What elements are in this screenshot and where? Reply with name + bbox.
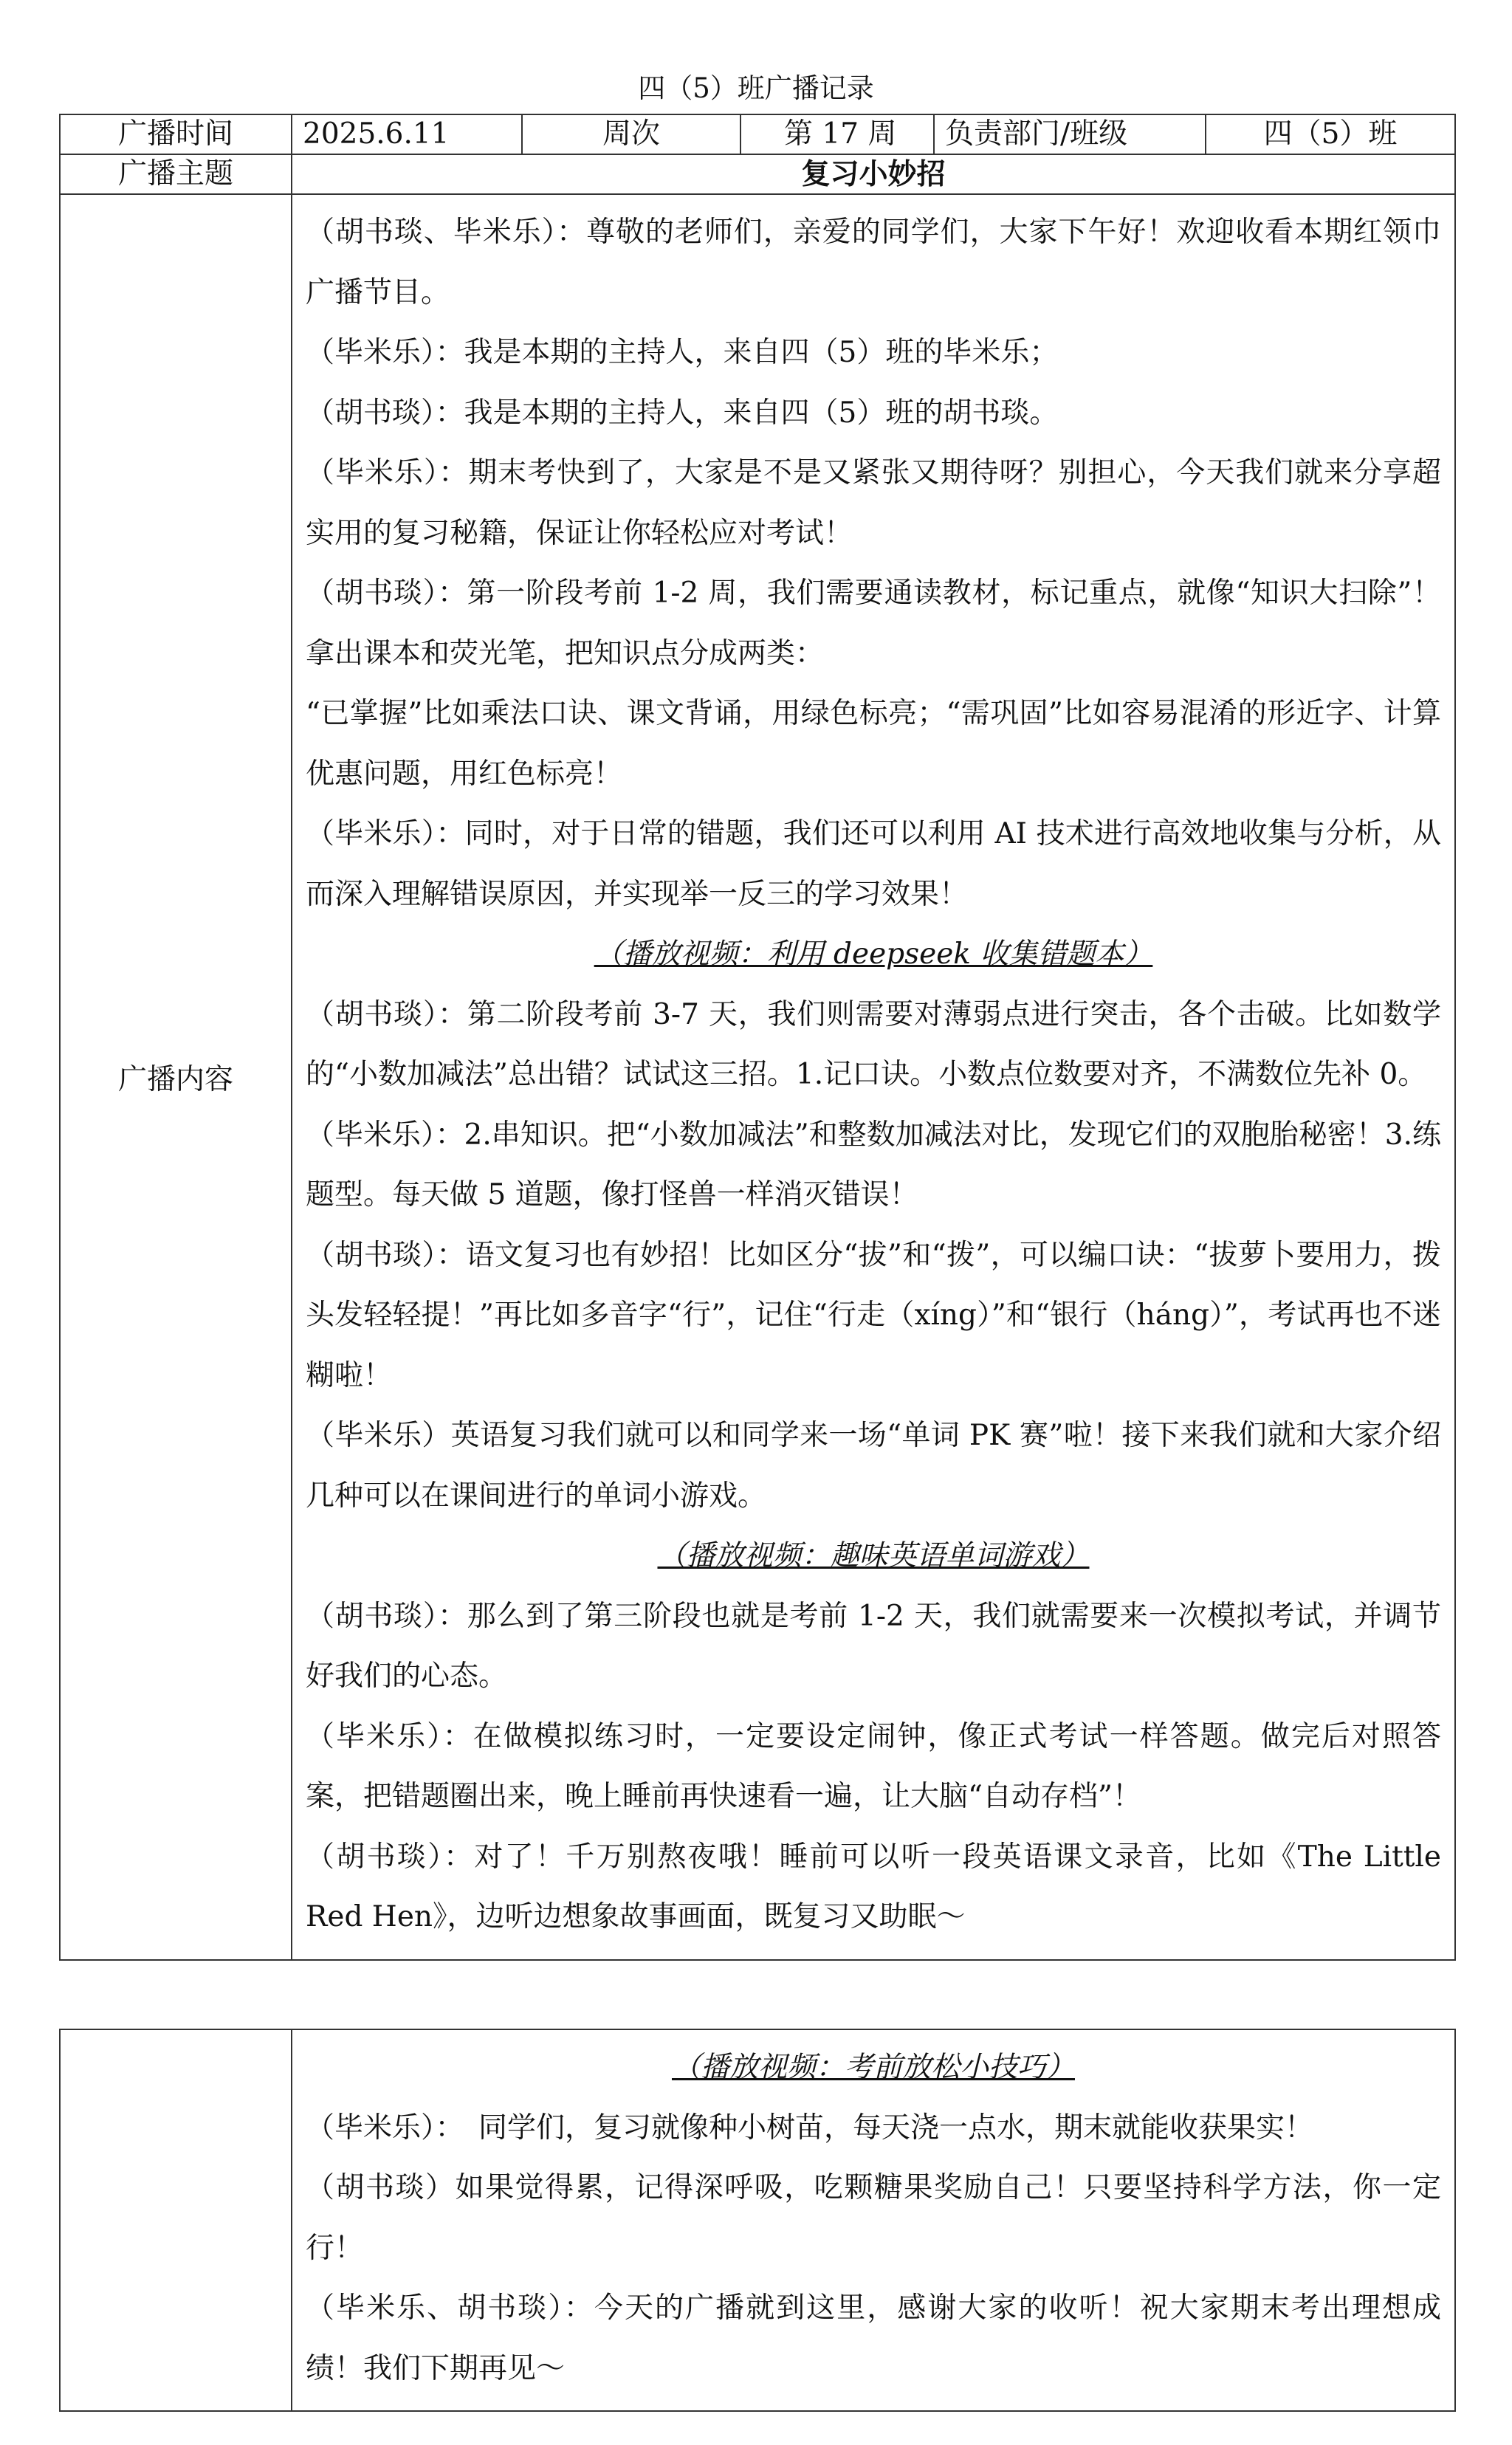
dialogue-line: （毕米乐）：期末考快到了，大家是不是又紧张又期待呀？别担心，今天我们就来分享超实用的复习秘籍，保证让你轻松应对考试！ <box>306 456 1441 550</box>
topic-label: 广播主题 <box>60 154 292 194</box>
video-cue: （播放视频：考前放松小技巧） <box>671 2051 1075 2084</box>
dialogue-line: （胡书琰）如果觉得累，记得深呼吸，吃颗糖果奖励自己！只要坚持科学方法，你一定行！ <box>306 2171 1441 2265</box>
video-cue: （播放视频：利用 deepseek 收集错题本） <box>594 938 1153 971</box>
content-row-continued <box>60 2029 1455 2411</box>
content-row <box>60 194 1455 1960</box>
dialogue-line: （毕米乐）：同时，对于日常的错题，我们还可以利用 AI 技术进行高效地收集与分析，从而深入理解错误原因，并实现举一反三的学习效果！ <box>306 817 1441 911</box>
dialogue-line: （毕米乐、胡书琰）：今天的广播就到这里，感谢大家的收听！祝大家期末考出理想成绩！我们下期再见～ <box>306 2291 1441 2385</box>
dialogue-line: “已掌握”比如乘法口诀、课文背诵，用绿色标亮；“需巩固”比如容易混淆的形近字、计算优惠问题，用红色标亮！ <box>306 697 1441 791</box>
dialogue-line: （胡书琰、毕米乐）：尊敬的老师们，亲爱的同学们，大家下午好！欢迎收看本期红领巾广播节目。 <box>306 216 1441 309</box>
video-cue: （播放视频：趣味英语单词游戏） <box>657 1539 1090 1572</box>
content-label-cell-continued <box>60 2029 292 2411</box>
header-row-time <box>60 114 1455 154</box>
dept-label: 负责部门/班级 <box>934 114 1206 154</box>
dialogue-line: （胡书琰）：那么到了第三阶段也就是考前 1-2 天，我们就需要来一次模拟考试，并调节好我们的心态。 <box>306 1599 1441 1693</box>
dialogue-line: （胡书琰）：第二阶段考前 3-7 天，我们则需要对薄弱点进行突击，各个击破。比如数学的“小数加减法”总出错？试试这三招。1.记口诀。小数点位数要对齐，不满数位先补 0。 <box>306 997 1441 1091</box>
time-label: 广播时间 <box>60 114 292 154</box>
content-cell <box>292 194 1455 1960</box>
content-cell-continued <box>292 2029 1455 2411</box>
dialogue-line: （胡书琰）：第一阶段考前 1-2 周，我们需要通读教材，标记重点，就像“知识大扫除”！拿出课本和荧光笔，把知识点分成两类： <box>306 577 1441 670</box>
dialogue-line: （毕米乐）：2.串知识。把“小数加减法”和整数加减法对比，发现它们的双胞胎秘密！3.练题型。每天做 5 道题，像打怪兽一样消灭错误！ <box>306 1118 1441 1211</box>
dialogue-line: （胡书琰）：语文复习也有妙招！比如区分“拔”和“拨”，可以编口诀：“拔萝卜要用力，拨头发轻轻提！”再比如多音字“行”，记住“行走（xíng）”和“银行（háng）”，考试再也不迷糊啦！ <box>306 1238 1441 1392</box>
broadcast-record-table <box>59 114 1456 1961</box>
broadcast-record-table-continued <box>59 2029 1456 2412</box>
header-row-topic <box>60 154 1455 194</box>
dialogue-line: （毕米乐）： 同学们，复习就像种小树苗，每天浇一点水，期末就能收获果实！ <box>306 2111 1314 2145</box>
dialogue-line: （毕米乐）：在做模拟练习时，一定要设定闹钟，像正式考试一样答题。做完后对照答案，把错题圈出来，晚上睡前再快速看一遍，让大脑“自动存档”！ <box>306 1719 1441 1813</box>
topic-value: 复习小妙招 <box>292 154 1455 194</box>
dialogue-line: （毕米乐）：我是本期的主持人，来自四（5）班的毕米乐； <box>306 336 1059 369</box>
dialogue-line: （胡书琰）：对了！千万别熬夜哦！睡前可以听一段英语课文录音，比如《The Little Red Hen》，边听边想象故事画面，既复习又助眠～ <box>306 1840 1441 1933</box>
dept-value: 四（5）班 <box>1206 114 1455 154</box>
week-label: 周次 <box>522 114 740 154</box>
week-value: 第 17 周 <box>740 114 934 154</box>
dialogue-line: （毕米乐）英语复习我们就可以和同学来一场“单词 PK 赛”啦！接下来我们就和大家介绍几种可以在课间进行的单词小游戏。 <box>306 1419 1441 1513</box>
document-title: 四（5）班广播记录 <box>638 72 874 104</box>
content-label: 广播内容 <box>60 194 292 1960</box>
dialogue-line: （胡书琰）：我是本期的主持人，来自四（5）班的胡书琰。 <box>306 396 1059 430</box>
time-value: 2025.6.11 <box>292 114 522 154</box>
